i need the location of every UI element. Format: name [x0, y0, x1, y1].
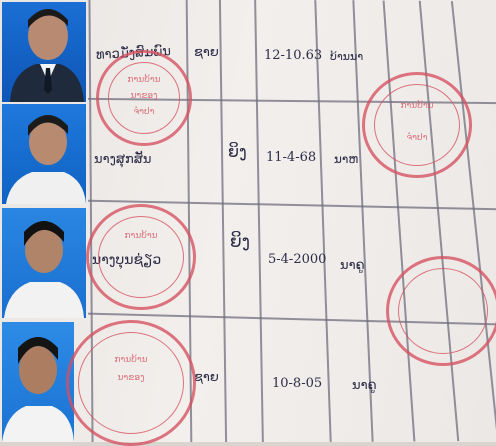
birth-date-row-4: 10-8-05 [272, 376, 323, 391]
official-stamp-2 [362, 72, 472, 178]
place-row-2: ນາຫ [334, 152, 359, 166]
name-row-3: ນາງບຸນຊ່ຽວ [92, 252, 162, 268]
stamp-1-line-3: ຈຳປາ [133, 107, 155, 117]
place-row-1: ບ້ານນາ [330, 50, 364, 63]
grid-line-v6 [352, 0, 373, 442]
stamp-2-line-3: ຈຳປາ [406, 133, 428, 143]
grid-line-v3 [219, 0, 227, 442]
stamp-1-line-1: ການບ້ານ [127, 75, 161, 85]
photo-row-2 [2, 104, 86, 204]
grid-line-v4 [254, 0, 263, 442]
photo-row-4 [2, 322, 74, 442]
gender-row-4: ຊາຍ [194, 370, 219, 385]
stamp-5-line-2: ນາຂອງ [117, 373, 145, 383]
place-row-3: ນາຄູ [340, 258, 365, 273]
grid-line-v9 [451, 1, 496, 441]
official-stamp-5 [66, 320, 196, 446]
official-stamp-1 [96, 50, 192, 146]
stamp-2-line-1: ການບ້ານ [400, 101, 434, 111]
gender-row-1: ຊາຍ [194, 45, 219, 60]
name-row-2: ນາງສຸກສັນ [94, 152, 152, 167]
stamp-3-line-1: ການບ້ານ [124, 231, 158, 241]
birth-date-row-1: 12-10.63 [264, 48, 323, 63]
birth-date-row-3: 5-4-2000 [268, 252, 327, 267]
birth-date-row-2: 11-4-68 [266, 150, 317, 165]
photo-row-1 [2, 2, 86, 102]
photo-row-3 [2, 208, 86, 318]
name-row-1: ທາວມັ່ງສົມພົນ [95, 44, 172, 63]
grid-line-v8 [419, 1, 459, 441]
place-row-4: ນາຄູ [352, 378, 377, 393]
grid-line-v7 [383, 0, 415, 441]
gender-row-2: ຍິງ [228, 142, 247, 161]
stamp-1-line-2: ນາຂອງ [130, 91, 158, 101]
gender-row-3: ຍິງ [230, 232, 250, 252]
official-stamp-4 [386, 256, 496, 366]
official-stamp-3 [86, 204, 196, 310]
stamp-5-line-1: ການບ້ານ [114, 355, 148, 365]
